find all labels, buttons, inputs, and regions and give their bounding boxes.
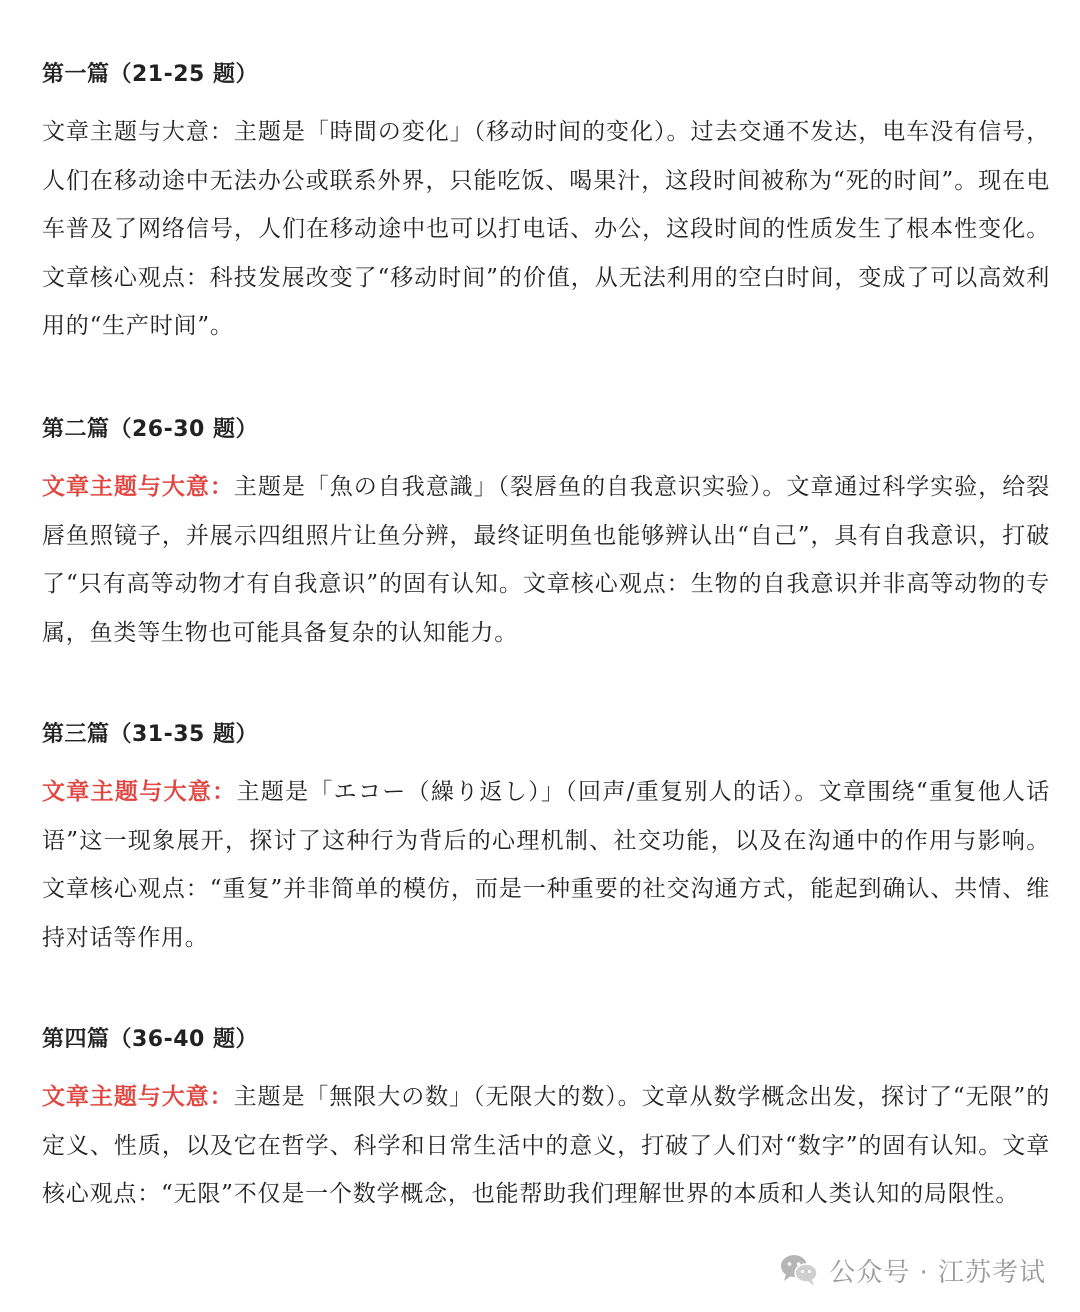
section-body-text: 主题是「エコー（繰り返し）」（回声/重复别人的话）。文章围绕“重复他人话语”这一现象展开，探讨了这种行为背后的心理机制、社交功能，以及在沟通中的作用与影响。文章核心观点：“重复”并非简单的模仿，而是一种重要的社交沟通方式，能起到确认、共情、维持对话等作用。 bbox=[42, 779, 1050, 951]
section-body-paragraph bbox=[42, 768, 1050, 962]
section-lead-label: 文章主题与大意： bbox=[42, 1083, 234, 1110]
section-body-text: 主题是「魚の自我意識」（裂唇鱼的自我意识实验）。文章通过科学实验，给裂唇鱼照镜子，并展示四组照片让鱼分辨，最终证明鱼也能够辨认出“自己”，具有自我意识，打破了“只有高等动物才有自我意识”的固有认知。文章核心观点：生物的自我意识并非高等动物的专属，鱼类等生物也可能具备复杂的认知能力。 bbox=[42, 474, 1051, 646]
section-lead-label: 文章主题与大意： bbox=[42, 778, 237, 805]
section-title: 第一篇（21-25 题） bbox=[42, 62, 259, 87]
section-body-paragraph bbox=[42, 463, 1050, 657]
wechat-icon bbox=[779, 1252, 819, 1288]
watermark-text: 公众号 · 江苏考试 bbox=[829, 1257, 1046, 1288]
section-body-paragraph bbox=[42, 1073, 1050, 1219]
section-lead-label: 文章主题与大意： bbox=[42, 119, 234, 145]
section-1 bbox=[42, 60, 1050, 351]
section-3 bbox=[42, 720, 1050, 962]
section-body-text: 主题是「無限大の数」（无限大的数）。文章从数学概念出发，探讨了“无限”的定义、性质，以及它在哲学、科学和日常生活中的意义，打破了人们对“数字”的固有认知。文章核心观点：“无限”不仅是一个数学概念，也能帮助我们理解世界的本质和人类认知的局限性。 bbox=[42, 1084, 1050, 1207]
section-lead-label: 文章主题与大意： bbox=[42, 473, 234, 500]
section-body-text: 主题是「時間の変化」（移动时间的变化）。过去交通不发达，电车没有信号，人们在移动途中无法办公或联系外界，只能吃饭、喝果汁，这段时间被称为“死的时间”。现在电车普及了网络信号，人们在移动途中也可以打电话、办公，这段时间的性质发生了根本性变化。文章核心观点：科技发展改变了“移动时间”的价值，从无法利用的空白时间，变成了可以高效利用的“生产时间”。 bbox=[42, 119, 1051, 339]
watermark bbox=[779, 1250, 1046, 1290]
section-body-paragraph bbox=[42, 108, 1050, 351]
section-title: 第二篇（26-30 题） bbox=[42, 417, 259, 442]
section-4 bbox=[42, 1025, 1050, 1219]
section-title: 第三篇（31-35 题） bbox=[42, 722, 259, 747]
section-title: 第四篇（36-40 题） bbox=[42, 1027, 259, 1052]
section-2 bbox=[42, 415, 1050, 657]
